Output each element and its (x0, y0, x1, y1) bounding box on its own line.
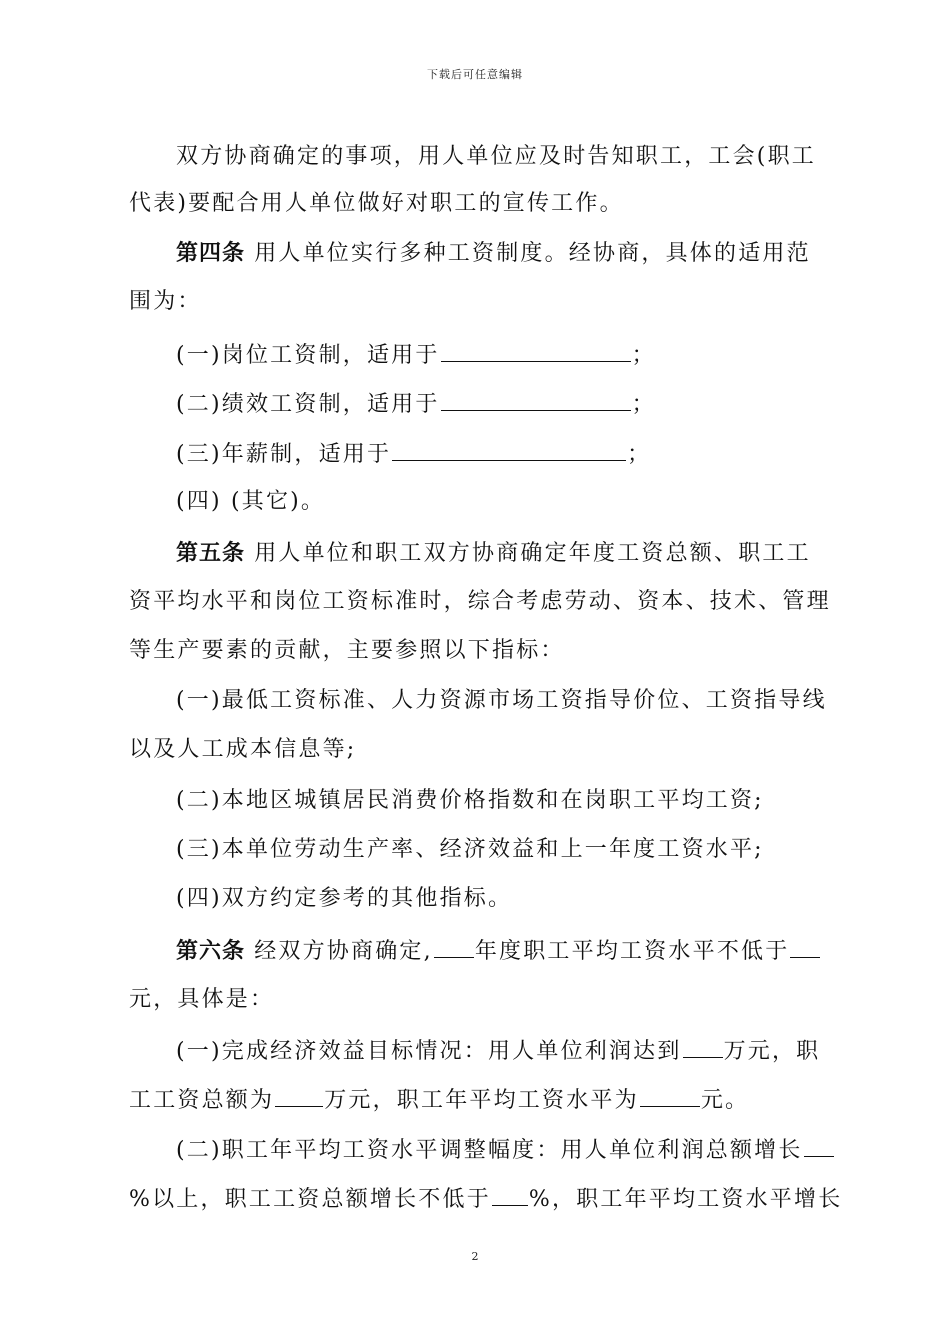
article-5-text: 用人单位和职工双方协商确定年度工资总额、职工工 (245, 541, 811, 566)
article-6-item-1 (176, 1035, 820, 1067)
item-text: 万元，职工年平均工资水平为 (324, 1088, 639, 1113)
para-line: 等生产要素的贡献，主要参照以下指标： (129, 638, 565, 663)
article-6-text: 年度职工平均工资水平不低于 (474, 939, 790, 964)
article-4-item-3 (176, 438, 651, 470)
article-4-label: 第四条 (176, 240, 246, 266)
para-line: 资平均水平和岗位工资标准时，综合考虑劳动、资本、技术、管理 (129, 589, 831, 614)
article-6-item-2 (176, 1134, 835, 1166)
item-text: %，职工年平均工资水平增长 (528, 1187, 843, 1212)
item-text: 万元，职 (723, 1039, 821, 1064)
fill-blank[interactable] (683, 1035, 723, 1058)
fill-blank[interactable] (434, 935, 474, 958)
item-text: 元。 (700, 1088, 750, 1113)
article-4-item-2 (176, 388, 656, 420)
article-6-label: 第六条 (176, 938, 246, 964)
fill-blank[interactable] (804, 1134, 834, 1157)
article-4-text: 用人单位实行多种工资制度。经协商，具体的适用范 (245, 241, 811, 266)
item-text: %以上，职工工资总额增长不低于 (129, 1187, 491, 1212)
item-text: (一)完成经济效益目标情况：用人单位利润达到 (176, 1039, 682, 1064)
article-5-line (176, 538, 811, 569)
fill-blank[interactable] (392, 438, 626, 461)
article-4-item-1 (176, 339, 656, 371)
article-4-item-4: (四) (其它)。 (176, 489, 326, 514)
article-6-text: 经双方协商确定, (245, 939, 433, 964)
item-punct: ； (631, 392, 656, 417)
article-5-item-3: (三)本单位劳动生产率、经济效益和上一年度工资水平; (176, 837, 764, 862)
page-number: 2 (471, 1250, 479, 1263)
fill-blank[interactable] (441, 339, 631, 362)
article-5-label: 第五条 (176, 540, 246, 566)
page-header: 下载后可任意编辑 (427, 68, 523, 81)
article-5-item-1: (一)最低工资标准、人力资源市场工资指导价位、工资指导线 (176, 688, 827, 713)
fill-blank[interactable] (275, 1084, 323, 1107)
article-5-item-4: (四)双方约定参考的其他指标。 (176, 886, 513, 911)
item-text: 工工资总额为 (129, 1088, 275, 1113)
article-6-line (176, 935, 821, 967)
para-line: 双方协商确定的事项，用人单位应及时告知职工，工会(职工 (176, 144, 816, 169)
fill-blank[interactable] (492, 1183, 528, 1206)
para-line: 围为： (129, 289, 202, 314)
item-punct: ； (631, 343, 656, 368)
article-5-item-2: (二)本地区城镇居民消费价格指数和在岗职工平均工资; (176, 788, 764, 813)
para-line: 代表)要配合用人单位做好对职工的宣传工作。 (129, 191, 624, 216)
fill-blank[interactable] (640, 1084, 700, 1107)
para-line (129, 1183, 842, 1215)
para-line: 元，具体是： (129, 987, 275, 1012)
para-line (129, 1084, 749, 1116)
item-text: (一)岗位工资制，适用于 (176, 343, 440, 368)
para-line: 以及人工成本信息等; (129, 737, 357, 762)
item-text: (二)职工年平均工资水平调整幅度：用人单位利润总额增长 (176, 1138, 803, 1163)
item-punct: ； (627, 442, 652, 467)
article-4-line (176, 238, 811, 269)
fill-blank[interactable] (441, 388, 631, 411)
item-text: (二)绩效工资制，适用于 (176, 392, 440, 417)
item-text: (三)年薪制，适用于 (176, 442, 392, 467)
fill-blank[interactable] (790, 935, 820, 958)
